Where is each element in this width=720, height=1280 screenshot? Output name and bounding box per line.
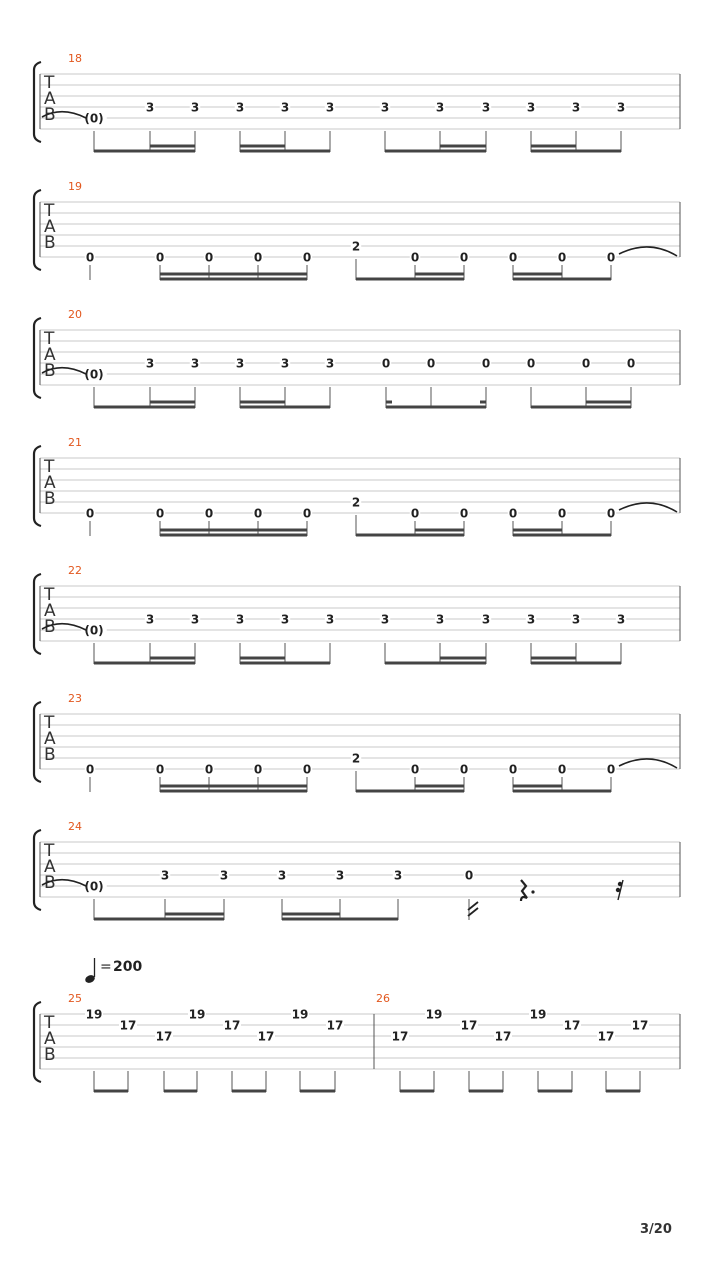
fret-number: 3 <box>435 612 445 627</box>
tab-clef-letter: B <box>44 233 56 253</box>
tab-clef-letter: A <box>44 345 56 365</box>
fret-number: 3 <box>235 100 245 115</box>
measure-number: 20 <box>68 308 82 321</box>
fret-number: 0 <box>85 762 95 777</box>
fret-number: 3 <box>325 612 335 627</box>
fret-number: 3 <box>277 868 287 883</box>
fret-number: (0) <box>84 111 104 126</box>
fret-number: 2 <box>351 495 361 510</box>
measure-number: 24 <box>68 820 82 833</box>
tab-clef-letter: T <box>44 585 55 605</box>
fret-number: 17 <box>119 1018 137 1033</box>
fret-number: 3 <box>280 356 290 371</box>
fret-number: 3 <box>393 868 403 883</box>
fret-number: 0 <box>85 250 95 265</box>
measure-number: 22 <box>68 564 82 577</box>
fret-number: 3 <box>145 356 155 371</box>
fret-number: 3 <box>380 100 390 115</box>
fret-number: 17 <box>391 1029 409 1044</box>
fret-number: 0 <box>481 356 491 371</box>
fret-number: 0 <box>606 250 616 265</box>
fret-number: 3 <box>190 612 200 627</box>
fret-number: 19 <box>529 1007 547 1022</box>
fret-number: 0 <box>526 356 536 371</box>
fret-number: 3 <box>380 612 390 627</box>
fret-number: 2 <box>351 751 361 766</box>
tab-clef-letter: T <box>44 201 55 221</box>
fret-number: 19 <box>425 1007 443 1022</box>
tab-clef-letter: T <box>44 841 55 861</box>
fret-number: 0 <box>253 506 263 521</box>
fret-number: 0 <box>508 762 518 777</box>
measure-number: 21 <box>68 436 82 449</box>
fret-number: 0 <box>155 250 165 265</box>
tempo-marking <box>84 958 143 984</box>
fret-number: 3 <box>325 356 335 371</box>
fret-number: 0 <box>410 250 420 265</box>
fret-number: 3 <box>616 100 626 115</box>
tie-out-arc <box>619 247 677 256</box>
fret-number: 3 <box>335 868 345 883</box>
tab-clef-letter: B <box>44 361 56 381</box>
tab-clef-letter: B <box>44 617 56 637</box>
fret-number: 3 <box>235 356 245 371</box>
tab-clef-letter: T <box>44 1013 55 1033</box>
tab-system <box>34 992 680 1092</box>
fret-number: 0 <box>155 506 165 521</box>
fret-number: 3 <box>219 868 229 883</box>
fret-number: 0 <box>253 250 263 265</box>
dotted-quarter-rest-icon <box>521 880 535 901</box>
tab-clef-letter: T <box>44 713 55 733</box>
fret-number: 0 <box>302 762 312 777</box>
fret-number: 0 <box>508 250 518 265</box>
tab-clef-letter: B <box>44 873 56 893</box>
fret-number: 2 <box>351 239 361 254</box>
fret-number: 3 <box>235 612 245 627</box>
measure-number: 19 <box>68 180 82 193</box>
fret-number: 0 <box>381 356 391 371</box>
tie-out-arc <box>619 503 677 512</box>
tab-system <box>34 820 680 920</box>
fret-number: 3 <box>571 100 581 115</box>
fret-number: 3 <box>571 612 581 627</box>
fret-number: 0 <box>557 250 567 265</box>
fret-number: 3 <box>190 356 200 371</box>
fret-number: 0 <box>85 506 95 521</box>
fret-number: 19 <box>188 1007 206 1022</box>
fret-number: 0 <box>557 762 567 777</box>
fret-number: 3 <box>280 612 290 627</box>
measure-number: 25 <box>68 992 82 1005</box>
tab-clef-letter: A <box>44 217 56 237</box>
fret-number: 0 <box>606 762 616 777</box>
fret-number: 19 <box>85 1007 103 1022</box>
fret-number: (0) <box>84 623 104 638</box>
fret-number: 0 <box>410 762 420 777</box>
tab-clef-letter: A <box>44 89 56 109</box>
tab-clef-letter: T <box>44 329 55 349</box>
fret-number: 3 <box>145 612 155 627</box>
fret-number: 17 <box>155 1029 173 1044</box>
fret-number: 3 <box>481 612 491 627</box>
tempo-equals: = <box>100 959 112 975</box>
fret-number: 3 <box>481 100 491 115</box>
fret-number: 0 <box>204 762 214 777</box>
fret-number: 17 <box>326 1018 344 1033</box>
fret-number: 0 <box>459 762 469 777</box>
tab-clef-letter: B <box>44 745 56 765</box>
fret-number: 17 <box>631 1018 649 1033</box>
fret-number: 3 <box>616 612 626 627</box>
fret-number: 3 <box>325 100 335 115</box>
fret-number: 0 <box>155 762 165 777</box>
fret-number: 0 <box>557 506 567 521</box>
tab-system <box>34 52 680 152</box>
fret-number: (0) <box>84 367 104 382</box>
tab-system <box>34 180 680 280</box>
fret-number: 3 <box>280 100 290 115</box>
fret-number: 0 <box>626 356 636 371</box>
tab-clef-letter: A <box>44 601 56 621</box>
tab-system <box>34 436 680 536</box>
tab-clef-letter: B <box>44 1045 56 1065</box>
fret-number: 17 <box>597 1029 615 1044</box>
tab-clef-letter: T <box>44 457 55 477</box>
fret-number: 17 <box>563 1018 581 1033</box>
page-number: 3/20 <box>640 1222 672 1237</box>
fret-number: 3 <box>435 100 445 115</box>
tab-system <box>34 308 680 408</box>
fret-number: 0 <box>606 506 616 521</box>
fret-number: 0 <box>464 868 474 883</box>
tempo-bpm: 200 <box>113 959 143 975</box>
tab-clef-letter: A <box>44 729 56 749</box>
fret-number: 0 <box>253 762 263 777</box>
tab-clef-letter: T <box>44 73 55 93</box>
fret-number: 17 <box>494 1029 512 1044</box>
tab-clef-letter: B <box>44 489 56 509</box>
fret-number: 0 <box>581 356 591 371</box>
tab-clef-letter: A <box>44 473 56 493</box>
tab-clef-letter: B <box>44 105 56 125</box>
fret-number: 17 <box>257 1029 275 1044</box>
tab-clef-letter: A <box>44 1029 56 1049</box>
fret-number: 0 <box>410 506 420 521</box>
quarter-note-icon <box>84 958 96 984</box>
fret-number: 19 <box>291 1007 309 1022</box>
fret-number: 0 <box>426 356 436 371</box>
fret-number: 0 <box>204 506 214 521</box>
fret-number: 3 <box>526 100 536 115</box>
fret-number: 17 <box>460 1018 478 1033</box>
fret-number: 0 <box>459 250 469 265</box>
fret-number: 3 <box>526 612 536 627</box>
fret-number: (0) <box>84 879 104 894</box>
tab-clef-letter: A <box>44 857 56 877</box>
tab-system <box>34 564 680 664</box>
measure-number: 26 <box>376 992 390 1005</box>
fret-number: 0 <box>204 250 214 265</box>
tab-system <box>34 692 680 792</box>
fret-number: 0 <box>508 506 518 521</box>
measure-number: 23 <box>68 692 82 705</box>
fret-number: 17 <box>223 1018 241 1033</box>
tie-out-arc <box>619 759 677 768</box>
measure-number: 18 <box>68 52 82 65</box>
fret-number: 3 <box>190 100 200 115</box>
fret-number: 3 <box>160 868 170 883</box>
fret-number: 0 <box>302 506 312 521</box>
fret-number: 0 <box>302 250 312 265</box>
fret-number: 0 <box>459 506 469 521</box>
fret-number: 3 <box>145 100 155 115</box>
